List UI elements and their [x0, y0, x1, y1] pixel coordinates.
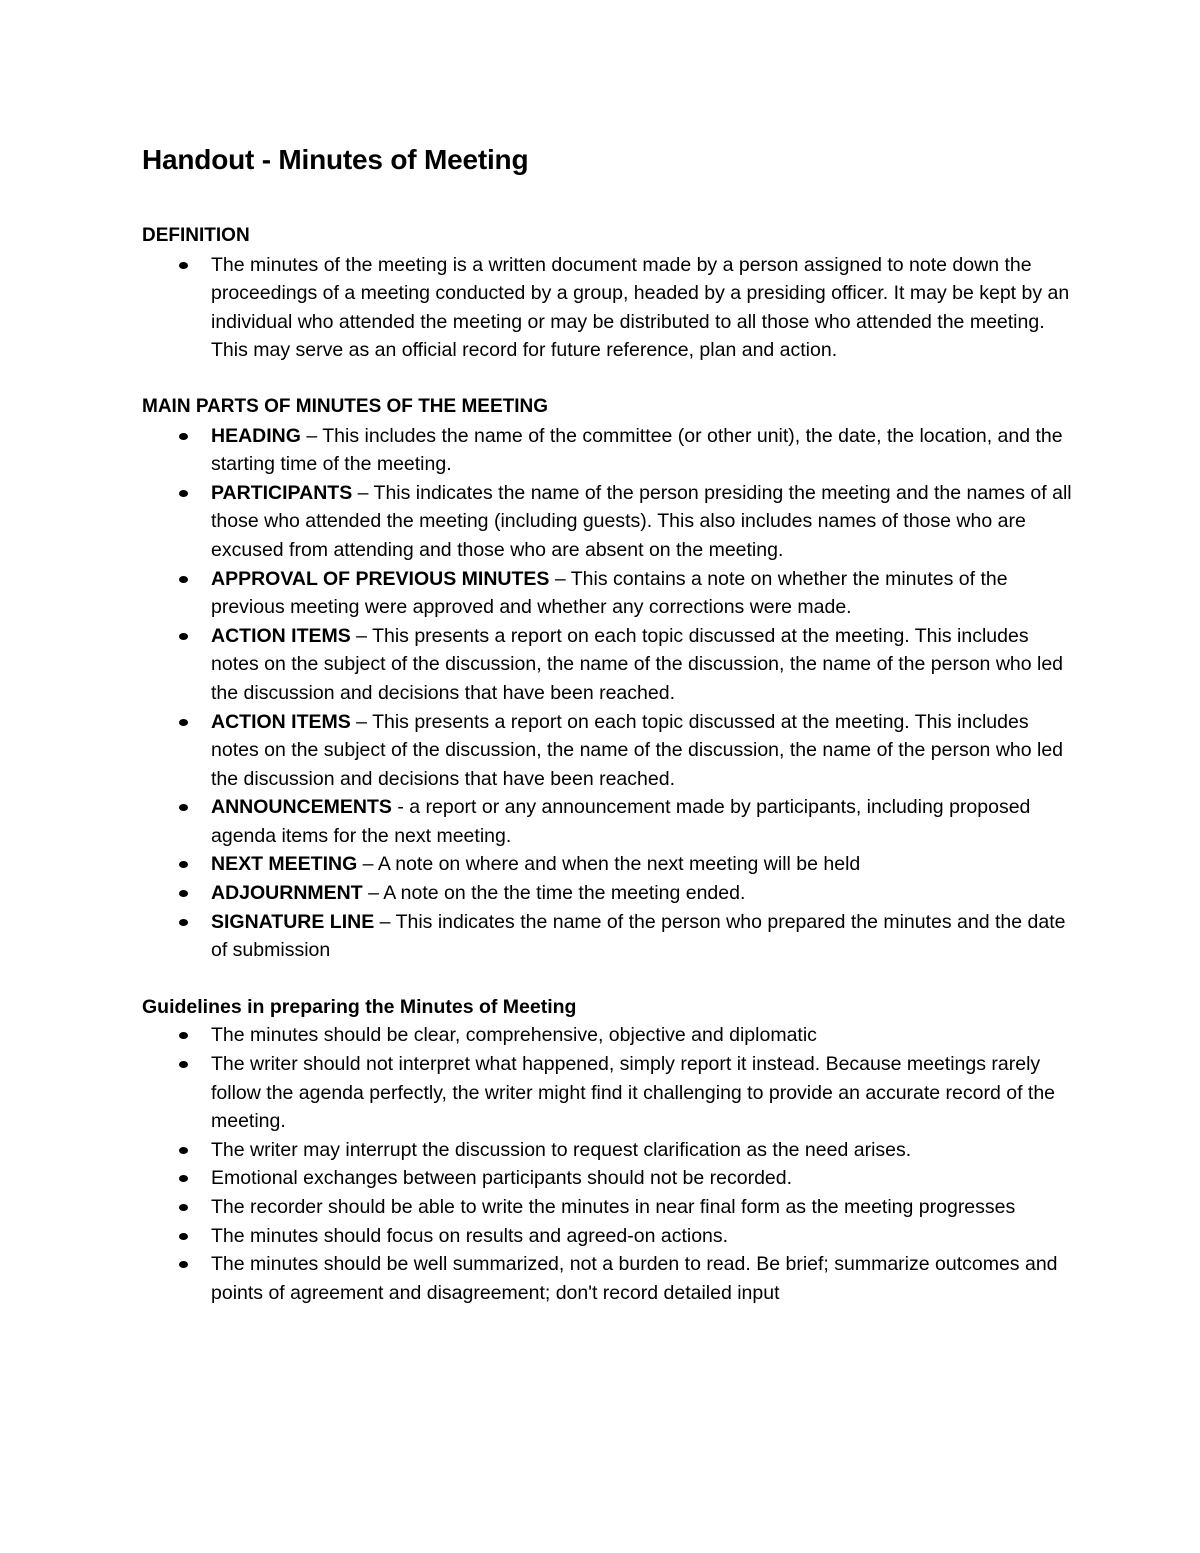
list-item [142, 793, 1072, 850]
list-item [142, 565, 1072, 622]
item-term: ACTION ITEMS [211, 624, 351, 647]
list-item [142, 1193, 1072, 1222]
item-term: ADJOURNMENT [211, 882, 363, 905]
bullet-icon [179, 262, 188, 269]
item-text: – This indicates the name of the person who prepared the minutes and the date of submission [211, 910, 1066, 962]
bullet-icon [179, 804, 188, 811]
bullet-icon [179, 1061, 188, 1068]
bullet-icon [179, 576, 188, 583]
item-term: ANNOUNCEMENTS [211, 796, 392, 819]
list-item [142, 908, 1072, 965]
definition-list [142, 251, 1072, 365]
bullet-icon [179, 919, 188, 926]
list-item [142, 1050, 1072, 1136]
list-item [142, 1250, 1072, 1307]
list-item [142, 479, 1072, 565]
item-term: ACTION ITEMS [211, 710, 351, 733]
bullet-icon [179, 861, 188, 868]
bullet-icon [179, 719, 188, 726]
list-item [142, 850, 1072, 879]
item-text: The recorder should be able to write the minutes in near final form as the meeting progresses [211, 1196, 1016, 1218]
item-text: The minutes should be well summarized, not a burden to read. Be brief; summarize outcomes and points of agreement and disagreement; don't record detailed input [211, 1253, 1058, 1304]
bullet-icon [179, 1261, 188, 1268]
bullet-icon [179, 890, 188, 897]
page-title: Handout - Minutes of Meeting [142, 144, 529, 175]
item-text: – This contains a note on whether the minutes of the previous meeting were approved and whether any corrections were made. [211, 567, 1008, 619]
bullet-icon [179, 1147, 188, 1154]
main-parts-heading: MAIN PARTS OF MINUTES OF THE MEETING [142, 395, 549, 417]
item-term: APPROVAL OF PREVIOUS MINUTES [211, 567, 550, 590]
list-item [142, 1021, 1072, 1050]
list-item [142, 251, 1072, 365]
list-item [142, 879, 1072, 908]
item-text: – A note on where and when the next meeting will be held [357, 853, 861, 876]
item-text: The writer should not interpret what happened, simply report it instead. Because meetings rarely follow the agenda perfectly, the writer might find it challenging to provide an accurate record of the meeting. [211, 1053, 1056, 1133]
bullet-icon [179, 633, 188, 640]
bullet-icon [179, 1175, 188, 1182]
item-term: NEXT MEETING [211, 853, 358, 876]
item-text: The minutes should be clear, comprehensive, objective and diplomatic [211, 1024, 817, 1047]
list-item [142, 708, 1072, 794]
list-item [142, 1136, 1072, 1165]
list-item [142, 622, 1072, 708]
item-text: – This presents a report on each topic discussed at the meeting. This includes notes on the subject of the discussion, the name of the discussion, the name of the person who led the discussion and decisions that have been reached. [211, 624, 1064, 704]
guidelines-list [142, 1021, 1072, 1307]
guidelines-section [142, 993, 1072, 1308]
bullet-icon [179, 1204, 188, 1211]
list-item [142, 1164, 1072, 1193]
guidelines-heading: Guidelines in preparing the Minutes of Meeting [142, 995, 577, 1018]
item-text: – This includes the name of the committee (or other unit), the date, the location, and the starting time of the meeting. [211, 424, 1063, 476]
bullet-icon [179, 433, 188, 440]
list-item [142, 1222, 1072, 1251]
item-text: The minutes of the meeting is a written document made by a person assigned to note down the proceedings of a meeting conducted by a group, headed by a presiding officer. It may be kept by an individual who attended the meeting or may be distributed to all those who attended the meeting. This may serve as an official record for future reference, plan and action. [211, 253, 1070, 362]
definition-section [142, 222, 1072, 365]
item-term: HEADING [211, 424, 301, 447]
item-term: PARTICIPANTS [211, 481, 353, 504]
main-parts-section [142, 393, 1072, 965]
item-term: SIGNATURE LINE [211, 910, 375, 933]
list-item [142, 422, 1072, 479]
item-text: The minutes should focus on results and agreed-on actions. [211, 1224, 729, 1247]
bullet-icon [179, 490, 188, 497]
definition-heading: DEFINITION [142, 225, 250, 246]
item-text: – A note on the the time the meeting ended. [362, 882, 746, 905]
main-parts-list [142, 422, 1072, 965]
item-text: - a report or any announcement made by participants, including proposed agenda items for the next meeting. [211, 796, 1031, 847]
bullet-icon [179, 1233, 188, 1240]
item-text: Emotional exchanges between participants should not be recorded. [211, 1167, 793, 1190]
item-text: – This indicates the name of the person presiding the meeting and the names of all those who attended the meeting (including guests). This also includes names of those who are excused from attending and those who are absent on the meeting. [211, 481, 1072, 561]
item-text: The writer may interrupt the discussion to request clarification as the need arises. [211, 1138, 912, 1161]
bullet-icon [179, 1032, 188, 1039]
item-text: – This presents a report on each topic discussed at the meeting. This includes notes on the subject of the discussion, the name of the discussion, the name of the person who led the discussion and decisions that have been reached. [211, 710, 1064, 790]
document-page [142, 142, 1072, 1307]
